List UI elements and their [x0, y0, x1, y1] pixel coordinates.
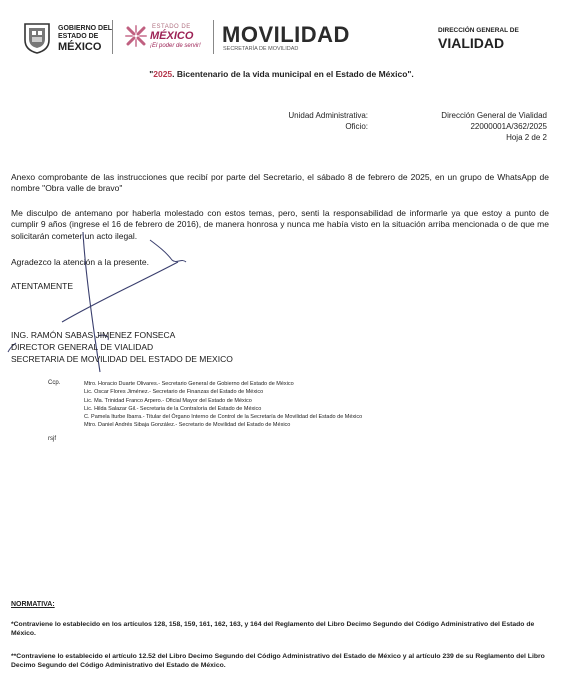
normativa-note-1: *Contraviene lo establecido en los artículos 128, 158, 159, 161, 162, 163, y 164 del Reglamento del Libro Decimo Segundo del Código Administrativo del Estado de México. — [11, 621, 535, 637]
ccp-item: Lic. Ma. Trinidad Franco Arpero.- Oficial Mayor del Estado de México — [84, 397, 252, 404]
office-label: Oficio: — [345, 122, 368, 131]
edomex-logo-text: MÉXICO — [150, 30, 194, 42]
movilidad-sub-label: SECRETARÍA DE MOVILIDAD — [223, 46, 299, 52]
ccp-item: C. Pamela Iturbe Ibarra.- Titular del Órgano Interno de Control de la Secretaría de Movilidad del Estado de México — [84, 414, 363, 421]
edomex-tagline: ¡El poder de servir! — [150, 43, 201, 49]
direction-name: VIALIDAD — [438, 35, 505, 51]
normativa-title: NORMATIVA: — [11, 601, 55, 608]
gov-line-3: MÉXICO — [58, 41, 102, 53]
motto-year: 2025 — [153, 69, 173, 79]
movilidad-logo-text: MOVILIDAD — [222, 22, 350, 47]
body-paragraph-3: Agradezco la atención a la presente. — [11, 257, 149, 267]
office-value: 22000001A/362/2025 — [470, 122, 547, 131]
motto-quote: " — [149, 69, 154, 79]
closing-line: ATENTAMENTE — [11, 281, 74, 291]
body-paragraph-2: Me disculpo de antemano por haberla molestado con estos temas, pero, senti la responsabilidad de informarle ya que estoy a punto de cumplir 9 años (ingrese el 16 de febrero de 2016), de manera honrosa y nunca me había visto en la situación arriba mencionada o de que me solicitarán cometer un acto ilegal. — [11, 208, 549, 241]
ccp-list — [84, 380, 362, 430]
gov-line-2: ESTADO DE — [58, 33, 99, 40]
unit-label: Unidad Administrativa: — [288, 111, 368, 120]
government-logo-text — [58, 25, 112, 53]
header-divider — [112, 20, 113, 54]
page-number: Hoja 2 de 2 — [506, 133, 547, 142]
signer-name: ING. RAMÓN SABAS JIMENEZ FONSECA — [11, 330, 176, 340]
state-seal-icon — [22, 20, 52, 54]
gov-line-1: GOBIERNO DEL — [58, 25, 113, 32]
ccp-item: Mtro. Daniel Andrés Sibaja González.- Secretario de Movilidad del Estado de México — [84, 422, 291, 429]
unit-value: Dirección General de Vialidad — [441, 111, 547, 120]
ccp-item: Mtro. Horacio Duarte Olivares.- Secretario General de Gobierno del Estado de México — [84, 381, 294, 387]
motto-line — [0, 69, 563, 79]
motto-text: . Bicentenario de la vida municipal en el Estado de México". — [172, 69, 414, 79]
direction-label: DIRECCIÓN GENERAL DE — [438, 27, 519, 34]
body-paragraph-1: Anexo comprobante de las instrucciones que recibí por parte del Secretario, el sábado 8 de febrero de 2025, en un grupo de WhatsApp de nombre "Obra valle de bravo" — [11, 172, 549, 194]
typist-initials: rsjf — [48, 436, 56, 442]
edomex-flower-icon — [124, 24, 148, 48]
ccp-item: Lic. Hilda Salazar Gil.- Secretaria de la Contraloría del Estado de México — [84, 405, 262, 412]
ccp-label: Ccp. — [48, 380, 61, 386]
ccp-item: Lic. Oscar Flores Jiménez.- Secretario de Finanzas del Estado de México — [84, 389, 264, 396]
signer-organization: SECRETARIA DE MOVILIDAD DEL ESTADO DE MEXICO — [11, 354, 233, 364]
signer-title: DIRECTOR GENERAL DE VIALIDAD — [11, 342, 154, 352]
header-divider-2 — [213, 20, 214, 54]
normativa-note-2: **Contraviene lo establecido el artículo 12.52 del Libro Decimo Segundo del Código Administrativo del Estado de México y al artículo 239 de su Reglamento del Libro Decimo Segundo del Código Administrativo del Estado de México. — [11, 653, 545, 669]
edomex-small-label: ESTADO DE — [152, 24, 191, 30]
